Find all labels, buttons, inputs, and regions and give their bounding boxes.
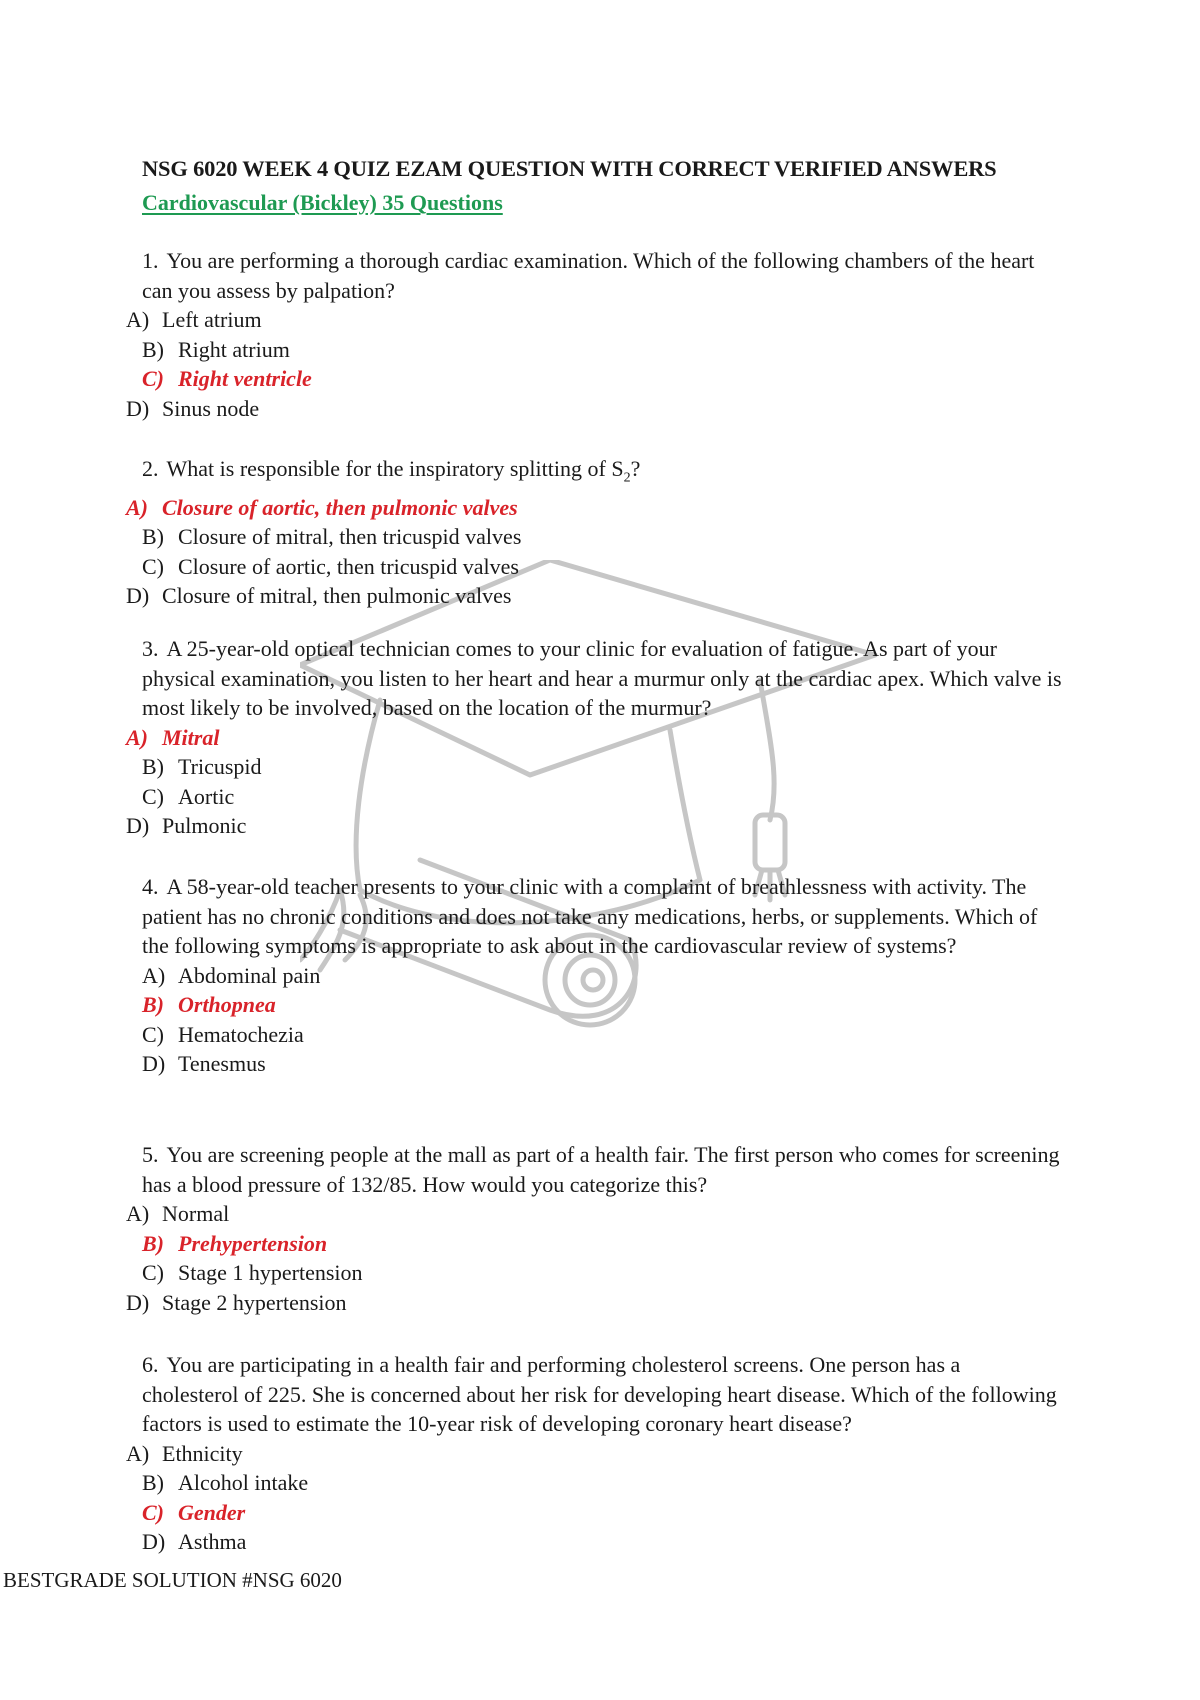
option-letter: C) <box>142 1499 164 1525</box>
question-number: 5. <box>142 1142 159 1167</box>
option-text: Closure of mitral, then tricuspid valves <box>178 524 522 550</box>
question-stem <box>142 454 1062 493</box>
answer-option <box>0 752 1200 782</box>
question-text: You are participating in a health fair and performing cholesterol screens. One person has a cholesterol of 225. She is concerned about her risk for developing heart disease. Which of the following factors is used to estimate the 10-year risk of developing coronary heart disease? <box>142 1352 1057 1436</box>
question-5 <box>0 1140 1200 1317</box>
question-number: 1. <box>142 248 159 273</box>
question-1 <box>0 246 1200 423</box>
question-stem <box>142 1140 1062 1199</box>
answer-option <box>0 1199 1200 1229</box>
answer-option <box>0 1288 1200 1318</box>
option-text: Tricuspid <box>178 754 262 779</box>
answer-option <box>0 811 1200 841</box>
option-text: Tenesmus <box>178 1051 266 1076</box>
answer-option <box>0 394 1200 424</box>
question-stem <box>142 634 1062 723</box>
answer-option <box>0 1527 1200 1557</box>
answer-option <box>0 1049 1200 1079</box>
question-4 <box>0 872 1200 1079</box>
correct-answer-option <box>0 493 1200 523</box>
option-text: Right ventricle <box>178 366 312 391</box>
question-text: A 58-year-old teacher presents to your clinic with a complaint of breathlessness with activity. The patient has no chronic conditions and does not take any medications, herbs, or supplements. Which of the following symptoms is appropriate to ask about in the cardiovascular review of systems? <box>142 874 1038 958</box>
option-letter: B) <box>142 754 164 779</box>
question-number: 6. <box>142 1352 159 1377</box>
question-stem <box>142 872 1062 961</box>
question-6 <box>0 1350 1200 1557</box>
option-letter: B) <box>142 336 164 362</box>
option-letter: B) <box>142 1470 164 1495</box>
answer-option <box>0 782 1200 812</box>
answer-option <box>0 305 1200 335</box>
answer-option <box>0 1439 1200 1469</box>
option-letter: C) <box>142 783 164 809</box>
option-letter: B) <box>142 1230 164 1256</box>
answer-option <box>0 961 1200 991</box>
option-letter: A) <box>126 724 148 750</box>
document-subtitle-link[interactable]: Cardiovascular (Bickley) 35 Questions <box>142 190 503 215</box>
question-text-end: ? <box>630 456 641 481</box>
option-letter: A) <box>142 962 166 988</box>
question-text: What is responsible for the inspiratory splitting of S <box>166 456 624 481</box>
question-text: You are screening people at the mall as part of a health fair. The first person who comes for screening has a blood pressure of 132/85. How would you categorize this? <box>142 1142 1060 1197</box>
option-text: Left atrium <box>162 307 262 332</box>
question-text: You are performing a thorough cardiac examination. Which of the following chambers of the heart can you assess by palpation? <box>142 248 1035 303</box>
document-title: NSG 6020 WEEK 4 QUIZ EZAM QUESTION WITH CORRECT VERIFIED ANSWERS <box>142 156 997 181</box>
question-text: A 25-year-old optical technician comes to your clinic for evaluation of fatigue. As part of your physical examination, you listen to her heart and hear a murmur only at the cardiac apex. Which valve is most likely to be involved, based on the location of the murmur? <box>142 636 1062 720</box>
option-text: Right atrium <box>178 336 290 362</box>
option-text: Closure of aortic, then tricuspid valves <box>178 553 519 579</box>
question-number: 2. <box>142 456 159 481</box>
option-letter: D) <box>126 1289 150 1315</box>
option-text: Gender <box>178 1499 246 1525</box>
option-letter: C) <box>142 1260 164 1285</box>
option-text: Alcohol intake <box>178 1470 309 1495</box>
option-text: Prehypertension <box>178 1230 328 1256</box>
option-text: Mitral <box>162 724 220 750</box>
page-footer: BESTGRADE SOLUTION #NSG 6020 <box>3 1568 342 1592</box>
option-letter: A) <box>126 494 148 520</box>
option-text: Abdominal pain <box>178 962 321 988</box>
answer-option <box>0 1468 1200 1498</box>
question-number: 4. <box>142 874 159 899</box>
option-letter: D) <box>142 1529 166 1554</box>
option-text: Normal <box>162 1201 230 1226</box>
correct-answer-option <box>0 364 1200 394</box>
correct-answer-option <box>0 990 1200 1020</box>
answer-option <box>0 1258 1200 1288</box>
option-text: Stage 2 hypertension <box>162 1289 347 1315</box>
option-letter: D) <box>126 395 150 421</box>
question-stem <box>142 246 1062 305</box>
answer-option <box>0 581 1200 611</box>
option-letter: D) <box>142 1051 166 1076</box>
option-letter: C) <box>142 1021 164 1047</box>
correct-answer-option <box>0 1229 1200 1259</box>
option-letter: B) <box>142 524 164 550</box>
question-stem <box>142 1350 1062 1439</box>
answer-option <box>0 552 1200 582</box>
answer-option <box>0 522 1200 552</box>
option-letter: B) <box>142 992 164 1017</box>
option-letter: A) <box>126 1440 150 1466</box>
option-text: Closure of aortic, then pulmonic valves <box>162 494 518 520</box>
correct-answer-option <box>0 723 1200 753</box>
answer-option <box>0 335 1200 365</box>
option-letter: C) <box>142 366 164 391</box>
correct-answer-option <box>0 1498 1200 1528</box>
option-letter: D) <box>126 813 150 838</box>
option-text: Closure of mitral, then pulmonic valves <box>162 583 512 609</box>
subscript: 2 <box>623 470 631 486</box>
option-text: Hematochezia <box>178 1021 304 1047</box>
option-text: Aortic <box>178 783 235 809</box>
option-text: Ethnicity <box>162 1440 243 1466</box>
option-text: Pulmonic <box>162 813 247 838</box>
option-letter: C) <box>142 553 164 579</box>
option-text: Stage 1 hypertension <box>178 1260 363 1285</box>
option-text: Sinus node <box>162 395 260 421</box>
question-3 <box>0 634 1200 841</box>
option-letter: A) <box>126 1201 150 1226</box>
question-2 <box>0 454 1200 611</box>
option-text: Orthopnea <box>178 992 276 1017</box>
option-letter: D) <box>126 583 150 609</box>
answer-option <box>0 1020 1200 1050</box>
question-number: 3. <box>142 636 159 661</box>
option-letter: A) <box>126 307 150 332</box>
option-text: Asthma <box>178 1529 247 1554</box>
